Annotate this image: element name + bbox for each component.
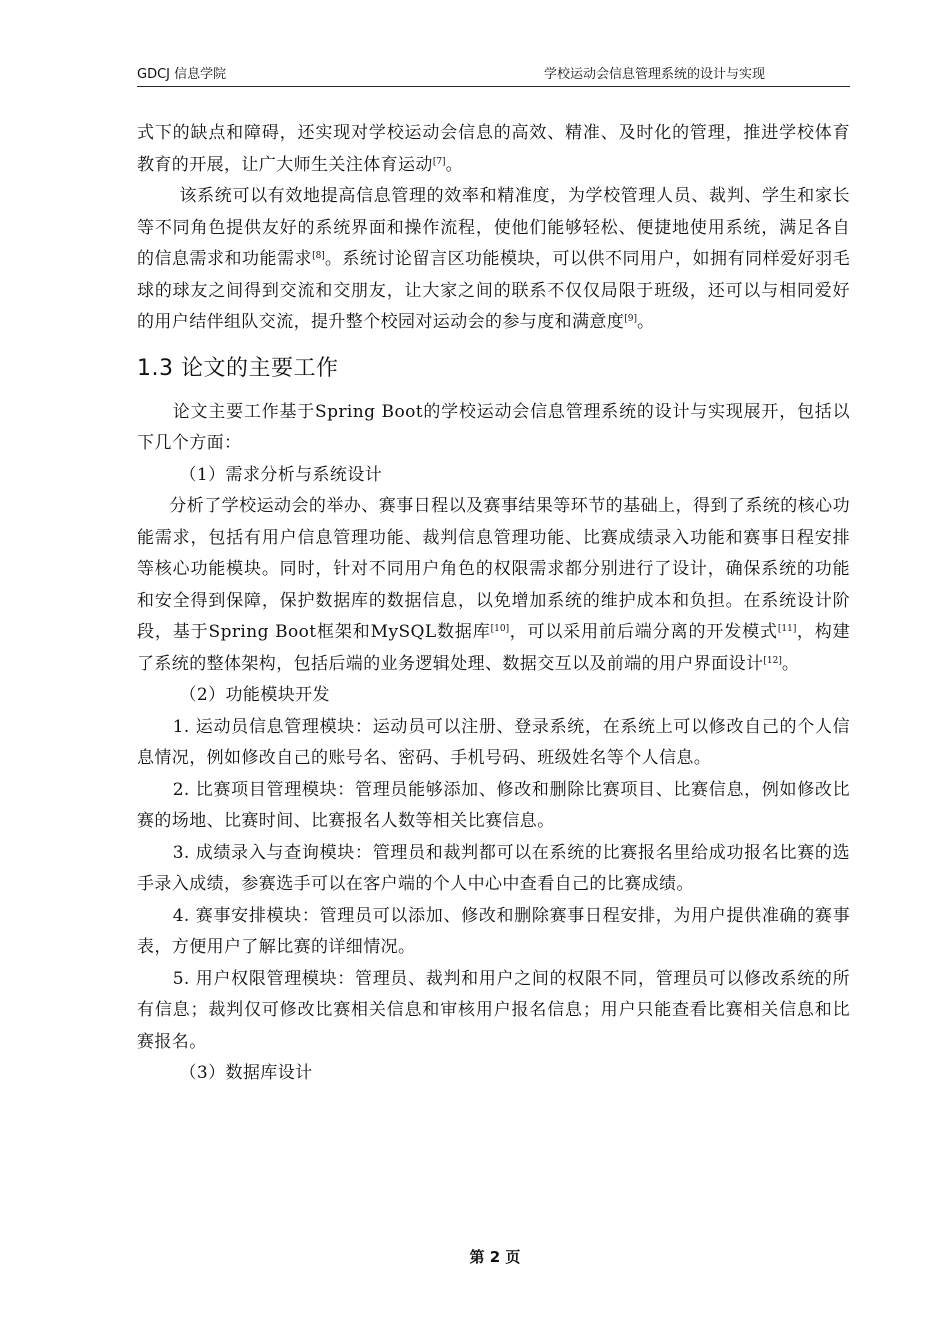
page-header bbox=[137, 66, 850, 87]
paragraph-requirements: 分析了学校运动会的举办、赛事日程以及赛事结果等环节的基础上，得到了系统的核心功能需求，包括有用户信息管理功能、裁判信息管理功能、比赛成绩录入功能和赛事日程安排等核心功能模块。同时，针对不同用户角色的权限需求都分别进行了设计，确保系统的功能和安全得到保障，保护数据库的数据信息，以免增加系统的维护成本和负担。在系统设计阶段，基于Spring Boot框架和MySQL数据库[10]，可以采用前后端分离的开发模式[11]，构建了系统的整体架构，包括后端的业务逻辑处理、数据交互以及前端的用户界面设计[12]。 bbox=[137, 496, 851, 674]
citation: [12] bbox=[763, 655, 782, 666]
citation: [7] bbox=[432, 156, 446, 167]
subheading-requirements: （1）需求分析与系统设计 bbox=[179, 464, 383, 485]
citation: [10] bbox=[490, 624, 510, 634]
citation: [9] bbox=[624, 314, 637, 324]
module-event-management: 2. 比赛项目管理模块：管理员能够添加、修改和删除比赛项目、比赛信息，例如修改比赛的场地、比赛时间、比赛报名人数等相关比赛信息。 bbox=[137, 779, 850, 831]
paragraph-continued: 式下的缺点和障碍，还实现对学校运动会信息的高效、精准、及时化的管理，推进学校体育教育的开展，让广大师生关注体育运动[7]。 bbox=[137, 123, 850, 175]
paragraph-system-benefits: 该系统可以有效地提高信息管理的效率和精准度，为学校管理人员、裁判、学生和家长等不同角色提供友好的系统界面和操作流程，使他们能够轻松、便捷地使用系统，满足各自的信息需求和功能需求[8]。系统讨论留言区功能模块，可以供不同用户，如拥有同样爱好羽毛球的球友之间得到交流和交朋友，让大家之间的联系不仅仅局限于班级，还可以与相同爱好的用户结伴组队交流，提升整个校园对运动会的参与度和满意度[9]。 bbox=[137, 186, 850, 332]
header-thesis-title: 学校运动会信息管理系统的设计与实现 bbox=[544, 67, 766, 82]
header-school-name: GDCJ 信息学院 bbox=[137, 67, 227, 82]
paragraph-intro: 论文主要工作基于Spring Boot的学校运动会信息管理系统的设计与实现展开，包括以下几个方面： bbox=[137, 401, 850, 453]
subheading-database: （3）数据库设计 bbox=[179, 1063, 313, 1083]
module-permissions: 5. 用户权限管理模块：管理员、裁判和用户之间的权限不同，管理员可以修改系统的所有信息；裁判仅可修改比赛相关信息和审核用户报名信息；用户只能查看比赛相关信息和比赛报名。 bbox=[137, 968, 850, 1052]
section-heading: 1.3 论文的主要工作 bbox=[137, 355, 339, 381]
citation: [11] bbox=[777, 624, 797, 634]
page-number: 第 2 页 bbox=[469, 1248, 521, 1266]
subheading-modules: （2）功能模块开发 bbox=[179, 685, 330, 705]
module-schedule: 4. 赛事安排模块：管理员可以添加、修改和删除赛事日程安排，为用户提供准确的赛事表，方便用户了解比赛的详细情况。 bbox=[137, 905, 850, 957]
page-content bbox=[137, 118, 850, 1090]
module-athlete-info: 1. 运动员信息管理模块：运动员可以注册、登录系统，在系统上可以修改自己的个人信息情况，例如修改自己的账号名、密码、手机号码、班级姓名等个人信息。 bbox=[137, 716, 850, 768]
module-score-entry: 3. 成绩录入与查询模块：管理员和裁判都可以在系统的比赛报名里给成功报名比赛的选手录入成绩，参赛选手可以在客户端的个人中心中查看自己的比赛成绩。 bbox=[137, 842, 850, 894]
citation: [8] bbox=[312, 251, 325, 261]
